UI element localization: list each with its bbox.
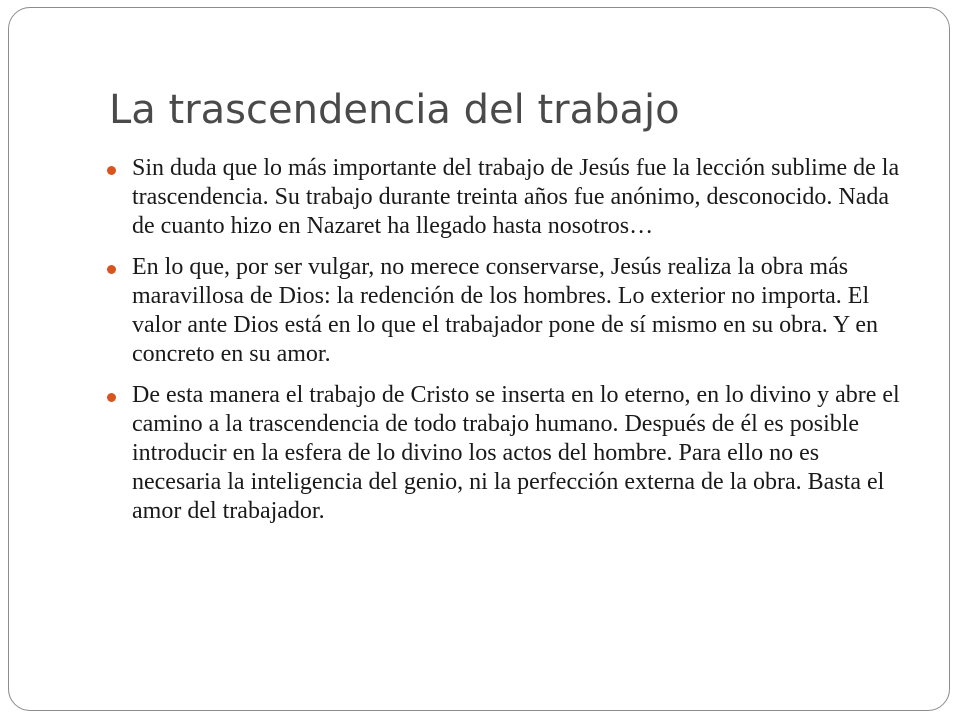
bullet-list — [104, 154, 914, 538]
bullet-dot-icon — [107, 393, 116, 402]
bullet-dot-icon — [107, 166, 116, 175]
bullet-item — [104, 154, 914, 241]
bullet-text: Sin duda que lo más importante del trabajo de Jesús fue la lección sublime de la trascendencia. Su trabajo durante treinta años fue anónimo, desconocido. Nada de cuanto hizo en Nazaret ha llegado hasta nosotros… — [132, 155, 900, 239]
bullet-dot-icon — [107, 265, 116, 274]
bullet-item — [104, 253, 914, 369]
bullet-text: En lo que, por ser vulgar, no merece conservarse, Jesús realiza la obra más maravillosa de Dios: la redención de los hombres. Lo exterior no importa. El valor ante Dios está en lo que el trabajador pone de sí mismo en su obra. Y en concreto en su amor. — [132, 254, 879, 367]
bullet-item — [104, 381, 914, 526]
bullet-text: De esta manera el trabajo de Cristo se inserta en lo eterno, en lo divino y abre el camino a la trascendencia de todo trabajo humano. Después de él es posible introducir en la esfera de lo divino los actos del hombre. Para ello no es necesaria la inteligencia del genio, ni la perfección externa de la obra. Basta el amor del trabajador. — [132, 382, 900, 524]
slide-title: La trascendencia del trabajo — [109, 87, 680, 133]
